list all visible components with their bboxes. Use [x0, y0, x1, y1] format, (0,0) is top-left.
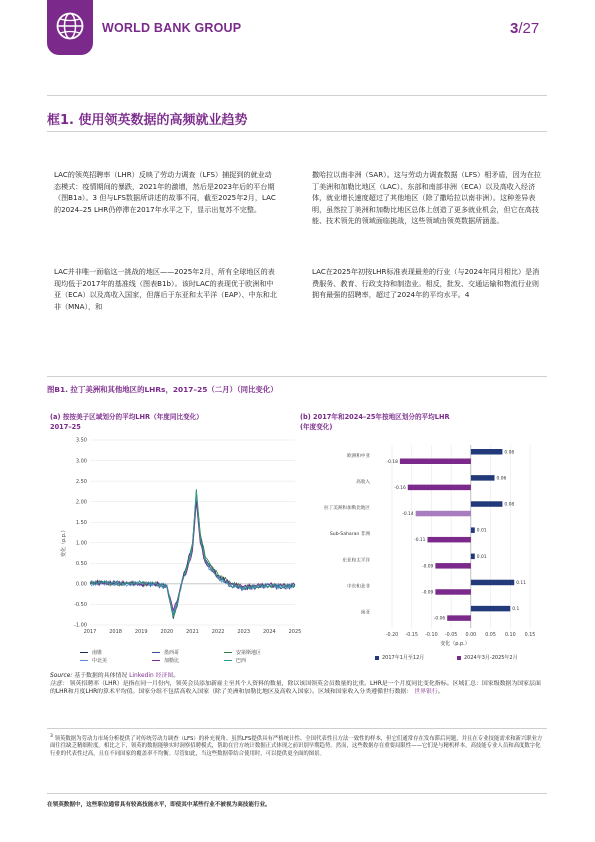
bar	[471, 501, 503, 507]
legend-label: 安第斯地区	[236, 650, 262, 656]
figure-title: 图B1. 拉丁美洲和其他地区的LHRs，2017–25（二月）（同比变化）	[47, 385, 278, 394]
x-tick-label: -0.05	[444, 633, 458, 638]
paragraph-2: 撒哈拉以南非洲（SAR）。这与劳动力调查数据（LFS）相矛盾，因为在拉丁美洲和加勒比地区（LAC）、东部和南部非洲（ECA）以及高收入经济体，就业增长速度超过了其他地区（除了撒哈拉以南非洲）。这种差异表明，虽然拉丁美洲和加勒比地区总体上创造了更多就业机会，但它在高技能、技术领先的领域面临挑战，这些领域由领英数据所涵盖。	[312, 170, 541, 226]
bar-chart-panel-b	[300, 440, 545, 652]
bar	[471, 554, 475, 560]
panel-a-y-ticks	[74, 438, 87, 629]
panel-a-title-text: (a) 按按美子区域划分的平均LHR（年度同比变化）	[50, 413, 203, 421]
y-tick-label: -1.00	[74, 622, 87, 629]
bar	[447, 615, 471, 621]
notes-text: 领英招聘率（LHR）是指在同一月份内，领英会员添加新雇主至其个人资料的数量，除以该国领英会员数量的比重。LHR是一个月度同比变化指标。区域汇总：国家级数据为国家层面的LHR和月度LHR的算术平均值。国家分组不包括高收入国家（除了美洲和加勒比地区及高收入国家）。区域和国家收入分类遵循世行数据：	[50, 681, 541, 696]
series-line-0	[90, 493, 295, 618]
source-link[interactable]: Linkedin 经济图	[129, 673, 174, 679]
bottom-divider	[47, 793, 547, 794]
panel-b-category-labels	[324, 452, 370, 616]
x-tick-label: 2017	[83, 629, 97, 635]
y-tick-label: 2.00	[75, 499, 87, 506]
legend-label: 加勒比	[164, 658, 180, 664]
x-tick-label: -0.20	[385, 633, 399, 638]
category-label: 欧洲和中亚	[347, 453, 370, 459]
x-tick-label: 2025	[288, 629, 302, 635]
legend-swatch	[224, 660, 232, 662]
legend-swatch	[152, 660, 160, 662]
legend-label: 中北美	[92, 658, 108, 664]
panel-b-title-text: (b) 2017年和2024–25年按地区划分的平均LHR	[300, 413, 450, 421]
x-tick-label: 2018	[109, 629, 122, 635]
bar-value-label: 0.08	[504, 450, 515, 456]
page-total: /27	[518, 20, 540, 37]
category-label: 南亚	[360, 610, 370, 616]
bar	[416, 511, 471, 517]
page-number	[510, 20, 539, 37]
bar-value-label: 0.08	[504, 502, 515, 508]
category-label: 拉丁美洲和加勒比地区	[324, 506, 370, 512]
bar-value-label: -0.16	[394, 485, 406, 491]
legend-item	[224, 657, 246, 664]
panel-b-x-ticks	[386, 632, 536, 638]
footnote-text: 领英数据为劳动力市场分析提供了对传统劳动力调查（LFS）的补充视角。虽然LFS提供具有严格统计性、全国代表性且方法一致性的样本，但它们通常存在发布滞后问题，并且在专业技能需求和新兴职业方面往往缺乏精细粒度。相比之下，领英的数据能够实时洞察招聘模式，帮助在官方统计数据正式体现之前识别早期趋势。然而，这些数据存在重要局限性——它们是与精机样本，高技能专业人员和高度数字化行业的代表性过高，且在不同国家的覆盖率不均衡。尽管如此，当这些数据带结合使用时，可以提供更全面的图景。	[50, 735, 543, 757]
source-label: Source:	[50, 673, 73, 679]
notes-label: 注意：	[50, 681, 68, 688]
top-divider	[47, 95, 547, 96]
y-tick-label: 2.50	[75, 478, 87, 485]
legend-item	[375, 654, 424, 661]
footnote	[50, 733, 545, 759]
bottom-line: 在领英数据中，这些职位通常具有较高技能水平，即使其中某些行业不被视为高技能行业。	[47, 802, 271, 808]
bar	[471, 449, 503, 455]
bar	[400, 459, 471, 465]
legend-label: 巴西	[236, 658, 247, 664]
bar	[471, 606, 510, 612]
legend-swatch	[375, 656, 379, 660]
globe-icon	[56, 12, 84, 40]
panel-a-gridlines	[90, 440, 295, 625]
bar-value-label: -0.18	[386, 459, 398, 465]
logo-badge	[47, 0, 93, 55]
panel-a-x-ticks	[84, 629, 302, 635]
series-line-2	[90, 489, 295, 616]
category-label: 高收入	[356, 479, 370, 485]
paragraph-1: LAC的领英招聘率（LHR）反映了劳动力调查（LFS）捕捉到的就业动态模式：疫情期间的暴跌，2021年的激增，然后是2023年后的平台期（图B1a）。3 但与LFS数据所讲述的故事不同，截至2025年2月，LAC的2024–25 LHR仍停滞在2017年水平之下，显示出复苏不完整。	[54, 170, 276, 214]
legend-item	[457, 654, 518, 661]
legend-swatch	[152, 652, 160, 654]
x-tick-label: -0.15	[405, 633, 418, 638]
series-line-5	[90, 490, 295, 616]
legend-swatch	[80, 660, 88, 662]
x-tick-label: 0.10	[504, 633, 516, 638]
x-tick-label: 2019	[134, 629, 148, 635]
series-line-3	[90, 498, 295, 613]
bar-value-label: -0.09	[421, 564, 434, 570]
category-label: 中东和北非	[347, 584, 370, 590]
y-tick-label: 3.00	[75, 458, 87, 465]
x-tick-label: 2022	[211, 629, 225, 635]
bar-value-label: 0.01	[476, 528, 487, 534]
line-chart-panel-a	[50, 432, 300, 647]
x-tick-label: 0.15	[524, 633, 536, 638]
legend-label: 南锥	[92, 650, 103, 656]
footnote-number: 3	[50, 734, 53, 739]
panel-a-y-label: 变化（p.p.）	[61, 527, 67, 557]
bar-value-label: 0.11	[516, 581, 527, 587]
x-tick-label: 0.05	[485, 633, 496, 638]
legend-item	[152, 657, 179, 664]
bar-value-label: -0.06	[433, 616, 446, 622]
notes-line: 注意： 领英招聘率（LHR）是指在同一月份内，领英会员添加新雇主至其个人资料的数量，除以该国领英会员数量的比重。LHR是一个月度同比变化指标。区域汇总：国家级数据为国家层面的LHR和月度LHR的算术平均值。国家分组不包括高收入国家（除了美洲和加勒比地区及高收入国家）。区域和国家收入分类遵循世行数据： 世界银行。	[50, 681, 541, 696]
title-divider	[47, 131, 547, 132]
paragraph-4: LAC在2025年初按LHR标准表现最差的行业（与2024年同月相比）是消费服务、教育、行政支持和制造业。相反，批发、交通运输和物流行业则拥有最强的招聘率，超过了2024年的平均水平。4	[312, 267, 540, 300]
legend-swatch	[457, 656, 461, 660]
footnote-divider	[47, 728, 547, 729]
x-tick-label: -0.10	[425, 633, 438, 638]
legend-label: 墨西哥	[164, 650, 180, 656]
x-tick-label: 2024	[263, 629, 276, 635]
panel-a-legend	[80, 649, 300, 665]
figure-top-divider	[47, 376, 547, 377]
page-current: 3	[510, 20, 519, 37]
panel-b-bars	[387, 449, 527, 622]
x-tick-label: 2020	[160, 629, 174, 635]
paragraph-3: LAC并非唯一面临这一挑战的地区——2025年2月，所有全球地区的表现均低于2017年的基准线（图表B1b）。该时LAC的表现优于欧洲和中亚（ECA）以及高收入国家，但落后于东亚和太平洋（EAP）、中东和北非（MNA），和	[54, 267, 277, 311]
legend-label: 2017年1月至12月	[382, 655, 425, 661]
bar	[408, 485, 471, 491]
bar-value-label: 0.1	[512, 607, 520, 613]
legend-swatch	[80, 652, 88, 654]
box-title: 框1. 使用领英数据的高频就业趋势	[47, 113, 248, 128]
legend-swatch	[224, 652, 232, 654]
y-tick-label: 3.50	[75, 437, 87, 444]
source-text: 基于数据的具体情况	[74, 673, 128, 679]
bar-value-label: -0.14	[402, 512, 414, 518]
legend-item	[80, 657, 107, 664]
bar-value-label: 0.06	[496, 476, 507, 482]
bar	[471, 580, 514, 586]
series-line-1	[90, 491, 295, 614]
panel-a-period: 2017–25	[50, 422, 81, 431]
panel-b-x-label: 变化（p.p.）	[440, 641, 470, 647]
x-tick-label: 2023	[237, 629, 251, 635]
bar	[435, 563, 470, 569]
category-label: Sub-Saharan 非洲	[329, 532, 370, 538]
legend-item	[224, 649, 261, 656]
bar	[427, 537, 470, 543]
y-tick-label: 0.00	[75, 581, 87, 588]
legend-label: 2024年3月-2025年2月	[464, 655, 518, 661]
legend-item	[152, 649, 179, 656]
bar	[471, 527, 475, 533]
bar-value-label: -0.09	[421, 590, 434, 596]
panel-b-title	[300, 413, 540, 432]
y-tick-label: 1.50	[75, 519, 87, 526]
x-tick-label: 2021	[186, 629, 199, 635]
panel-a-title	[50, 413, 290, 432]
series-line-4	[90, 502, 295, 611]
bar-value-label: -0.11	[414, 538, 426, 544]
panel-b-gridlines	[392, 445, 530, 628]
x-tick-label: 0.00	[465, 633, 477, 638]
panel-b-period: (年度变化)	[300, 422, 333, 431]
brand-name: WORLD BANK GROUP	[102, 21, 242, 35]
panel-b-legend	[375, 654, 545, 664]
legend-item	[80, 649, 102, 656]
y-tick-label: 0.50	[75, 561, 87, 568]
notes-link[interactable]: 世界银行	[414, 689, 438, 696]
bar	[435, 589, 470, 595]
source-notes	[50, 672, 545, 697]
panel-a-series-lines	[90, 489, 295, 619]
bar-value-label: 0.01	[476, 554, 487, 560]
source-line: Source: 基于数据的具体情况 Linkedin 经济图。	[50, 673, 180, 679]
bar	[471, 475, 495, 481]
y-tick-label: 1.00	[75, 540, 87, 547]
category-label: 东亚和太平洋	[342, 558, 370, 564]
y-tick-label: -0.50	[74, 602, 87, 609]
